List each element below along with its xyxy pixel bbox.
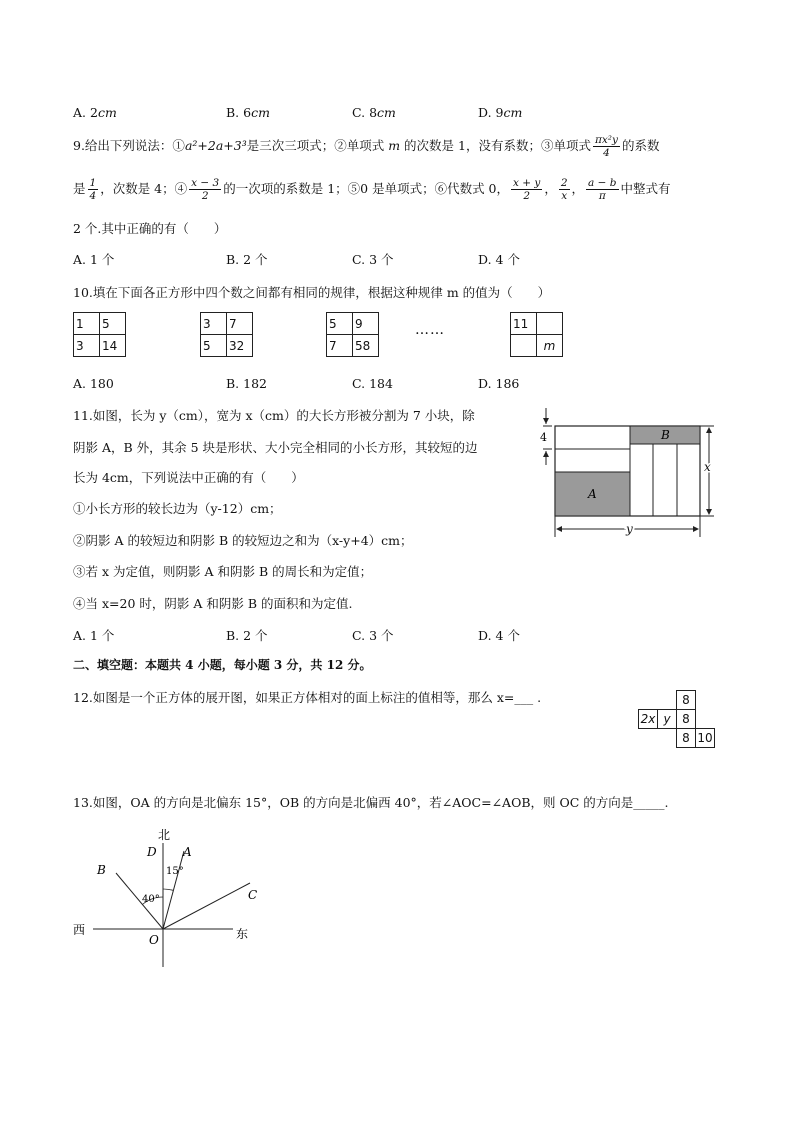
q12-cube-net bbox=[638, 690, 715, 748]
q8-option-d: D. 9cm bbox=[478, 105, 523, 120]
q9-fraction-3: $\frac{x - 3}{2}$ bbox=[191, 177, 220, 202]
q9-line3: 2 个.其中正确的有（ ） bbox=[73, 221, 227, 236]
square-cell: 5 bbox=[100, 313, 126, 335]
q11-option-a: A. 1 个 bbox=[73, 628, 115, 643]
label-east: 东 bbox=[236, 927, 249, 941]
label-a: A bbox=[588, 487, 597, 501]
label-c: C bbox=[248, 888, 258, 902]
q10-option-a: A. 180 bbox=[73, 376, 114, 391]
q9-line2: 是 $\frac{1}{4}$ ，次数是 4；④ $\frac{x - 3}{2}$ 的一次项的系数是 1；⑤0 是单项式；⑥代数式 0， $\frac{x + y}{2}$ ， $\frac{2}{x}$ ， $\frac{a - b}{\pi}$ 中整式有 bbox=[73, 177, 671, 202]
net-face: 8 bbox=[677, 710, 696, 729]
label-4: 4 bbox=[540, 431, 547, 444]
label-y: y bbox=[626, 522, 633, 536]
q9-option-d: D. 4 个 bbox=[478, 252, 520, 267]
q10-option-c: C. 184 bbox=[352, 376, 393, 391]
q9-fraction-2: $\frac{1}{4}$ bbox=[89, 177, 97, 202]
square-cell: 7 bbox=[327, 335, 353, 357]
q13-stem: 13.如图，OA 的方向是北偏东 15°，OB 的方向是北偏西 40°，若∠AOC=∠AOB，则 OC 的方向是_____. bbox=[73, 795, 669, 810]
label-b: B bbox=[661, 428, 670, 442]
square-cell: 5 bbox=[201, 335, 227, 357]
square-cell bbox=[537, 313, 563, 335]
q9-option-a: A. 1 个 bbox=[73, 252, 115, 267]
ray-oc bbox=[163, 883, 250, 929]
q11-line-2: 阴影 A，B 外，其余 5 块是形状、大小完全相同的小长方形，其较短的边 bbox=[73, 440, 478, 455]
net-face: 8 bbox=[677, 691, 696, 710]
square-cell: 11 bbox=[511, 313, 537, 335]
q10-square-1 bbox=[73, 312, 126, 357]
label-o: O bbox=[149, 933, 159, 947]
angle-arc-15 bbox=[163, 889, 173, 890]
q10-option-d: D. 186 bbox=[478, 376, 520, 391]
square-cell: 9 bbox=[353, 313, 379, 335]
q11-line-1: 11.如图，长为 y（cm），宽为 x（cm）的大长方形被分割为 7 小块，除 bbox=[73, 408, 475, 423]
q11-option-c: C. 3 个 bbox=[352, 628, 394, 643]
square-cell: m bbox=[537, 335, 563, 357]
label-d: D bbox=[147, 845, 157, 859]
q10-ellipsis: …… bbox=[415, 322, 445, 338]
square-cell: 3 bbox=[201, 313, 227, 335]
q10-square-3 bbox=[326, 312, 379, 357]
q9-fraction-5: $\frac{2}{x}$ bbox=[560, 177, 568, 202]
ray-oa bbox=[163, 851, 184, 929]
net-face: 2x bbox=[639, 710, 658, 729]
q9-fraction-4: $\frac{x + y}{2}$ bbox=[513, 177, 541, 202]
q11-rectangle-figure bbox=[530, 405, 720, 545]
net-face: 8 bbox=[677, 729, 696, 748]
square-cell bbox=[511, 335, 537, 357]
q9-option-c: C. 3 个 bbox=[352, 252, 394, 267]
q9-line1: 9.给出下列说法：①a²+2a+3³是三次三项式；②单项式 m 的次数是 1，没有系数；③单项式 $\frac{\text{πx²y}}{4}$ 的系数 bbox=[73, 134, 660, 159]
square-cell: 58 bbox=[353, 335, 379, 357]
q11-statement-4: ④当 x=20 时，阴影 A 和阴影 B 的面积和为定值. bbox=[73, 596, 353, 611]
q11-line-3: 长为 4cm，下列说法中正确的有（ ） bbox=[73, 470, 304, 485]
label-15-degree: 15° bbox=[166, 866, 184, 877]
arrow-head bbox=[543, 418, 549, 424]
q8-option-c: C. 8cm bbox=[352, 105, 396, 120]
q8-option-a: A. 2cm bbox=[73, 105, 117, 120]
square-cell: 1 bbox=[74, 313, 100, 335]
q11-statement-1: ①小长方形的较长边为（y-12）cm； bbox=[73, 501, 282, 516]
q8-option-b: B. 6cm bbox=[226, 105, 270, 120]
q12-stem: 12.如图是一个正方体的展开图，如果正方体相对的面上标注的值相等，那么 x=___ . bbox=[73, 690, 542, 705]
q11-statement-3: ③若 x 为定值，则阴影 A 和阴影 B 的周长和为定值； bbox=[73, 564, 373, 579]
q13-direction-figure bbox=[70, 825, 270, 975]
square-cell: 14 bbox=[100, 335, 126, 357]
q9-fraction-1: $\frac{\text{πx²y}}{4}$ bbox=[594, 134, 618, 159]
q10-stem: 10.填在下面各正方形中四个数之间都有相同的规律，根据这种规律 m 的值为（ ） bbox=[73, 285, 551, 300]
q9-fraction-6: $\frac{a - b}{\pi}$ bbox=[588, 177, 617, 202]
label-a: A bbox=[183, 845, 192, 859]
q11-option-d: D. 4 个 bbox=[478, 628, 520, 643]
q10-square-2 bbox=[200, 312, 253, 357]
label-north: 北 bbox=[158, 828, 171, 842]
square-cell: 32 bbox=[227, 335, 253, 357]
square-cell: 3 bbox=[74, 335, 100, 357]
q10-square-4 bbox=[510, 312, 563, 357]
label-west: 西 bbox=[73, 923, 86, 937]
label-40-degree: 40° bbox=[142, 894, 160, 905]
q11-statement-2: ②阴影 A 的较短边和阴影 B 的较短边之和为（x-y+4）cm； bbox=[73, 533, 413, 548]
net-face: 10 bbox=[696, 729, 715, 748]
label-b: B bbox=[97, 863, 106, 877]
q9-option-b: B. 2 个 bbox=[226, 252, 268, 267]
q11-option-b: B. 2 个 bbox=[226, 628, 268, 643]
net-face: y bbox=[658, 710, 677, 729]
square-cell: 7 bbox=[227, 313, 253, 335]
square-cell: 5 bbox=[327, 313, 353, 335]
section-heading: 二、填空题：本题共 4 小题，每小题 3 分，共 12 分。 bbox=[73, 658, 372, 672]
label-x: x bbox=[704, 460, 711, 474]
q10-option-b: B. 182 bbox=[226, 376, 267, 391]
